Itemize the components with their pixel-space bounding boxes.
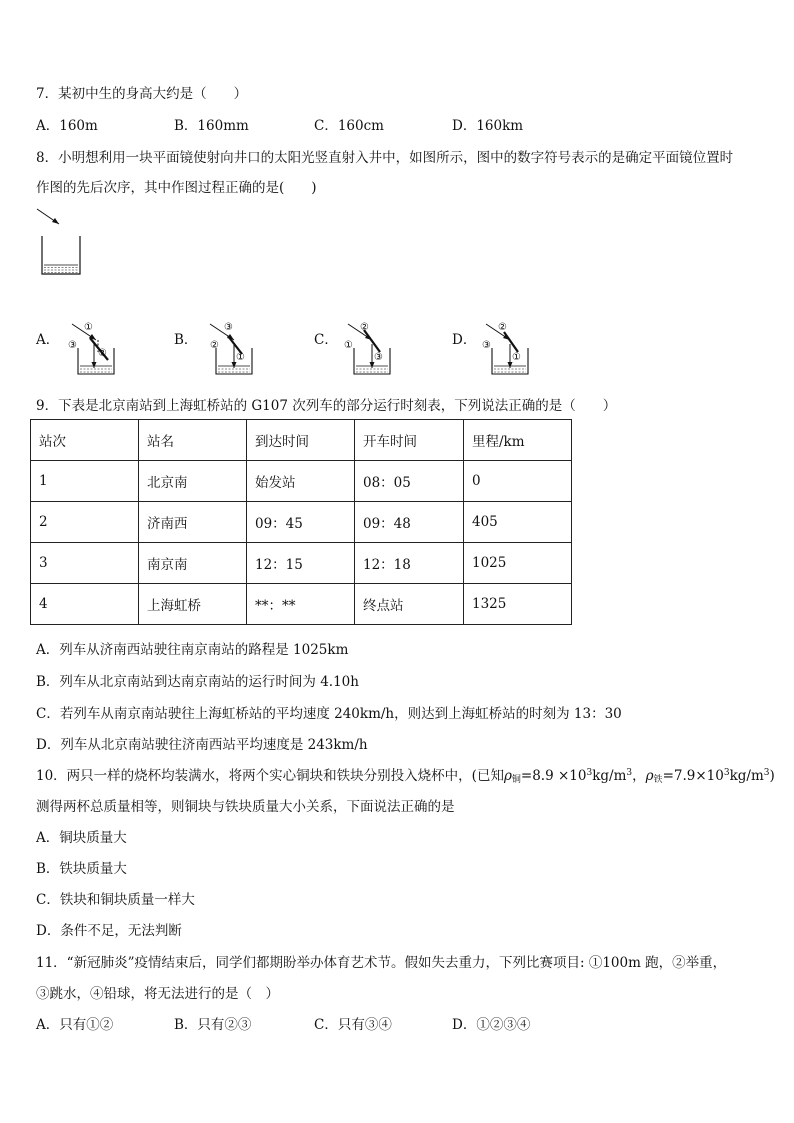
- q11-option-b: B．只有②③: [174, 1017, 252, 1033]
- q8-option-b-letter: B．: [174, 332, 198, 348]
- mark-label: ③: [374, 352, 383, 363]
- q8-stem-line1: 8．小明想利用一块平面镜使射向井口的太阳光竖直射入井中，如图所示，图中的数字符号表示的是确定平面镜位置时: [36, 150, 734, 166]
- q7-option-a: A．160m: [36, 118, 98, 134]
- q11-option-c: C．只有③④: [314, 1017, 392, 1033]
- copper-subscript: 铜: [511, 775, 521, 785]
- density-unit: kg/m: [729, 768, 764, 784]
- q9-option-c: C．若列车从南京南站驶往上海虹桥站的平均速度 240km/h，则达到上海虹桥站的时刻为 13：30: [36, 706, 622, 722]
- q7-option-d: D．160km: [452, 118, 524, 134]
- table-cell: 4: [31, 584, 139, 625]
- q10-stem-text: 10．两只一样的烧杯均装满水，将两个实心铜块和铁块分别投入烧杯中，(已知: [36, 768, 504, 784]
- table-header-cell: 站次: [31, 420, 139, 461]
- table-header-row: [31, 420, 572, 461]
- mark-label: ②: [498, 322, 507, 333]
- q7-option-b: B．160mm: [174, 118, 249, 134]
- q8-option-a-letter: A．: [36, 332, 60, 348]
- q8-option-d-letter: D．: [452, 332, 477, 348]
- well-figure: [30, 206, 90, 278]
- q10-option-b: B．铁块质量大: [36, 861, 127, 877]
- exponent: 3: [723, 768, 730, 778]
- table-cell: 南京南: [139, 543, 247, 584]
- q9-option-d: D．列车从北京南站驶往济南西站平均速度是 243km/h: [36, 737, 368, 753]
- table-cell: 济南西: [139, 502, 247, 543]
- close-paren: ): [769, 768, 775, 784]
- q10-stem-line1: [36, 764, 775, 785]
- q8-stem-line2: 作图的先后次序，其中作图过程正确的是( ): [36, 180, 317, 196]
- rho-symbol: ρ: [503, 768, 512, 784]
- table-row: [31, 502, 572, 543]
- mark-label: ①: [512, 352, 521, 363]
- iron-density: =7.9×10: [662, 768, 724, 784]
- q8-option-b-figure: [202, 318, 268, 378]
- table-header-cell: 到达时间: [247, 420, 355, 461]
- table-cell: 0: [464, 461, 572, 502]
- q7-stem: 7．某初中生的身高大约是（ ）: [36, 86, 248, 102]
- q11-option-a: A．只有①②: [36, 1017, 114, 1033]
- q8-option-c-letter: C．: [314, 332, 338, 348]
- q8-option-a-figure: [64, 318, 130, 378]
- rho-symbol: ρ: [645, 768, 654, 784]
- table-cell: 09：48: [355, 502, 464, 543]
- table-row: [31, 584, 572, 625]
- q9-option-a: A．列车从济南西站驶往南京南站的路程是 1025km: [36, 642, 349, 658]
- q7-option-c: C．160cm: [314, 118, 384, 134]
- q11-option-d: D．①②③④: [452, 1017, 531, 1033]
- separator: ，: [632, 768, 646, 784]
- table-row: [31, 543, 572, 584]
- table-cell: 始发站: [247, 461, 355, 502]
- table-cell: 3: [31, 543, 139, 584]
- q10-option-d: D．条件不足，无法判断: [36, 923, 182, 939]
- exponent: 3: [586, 768, 593, 778]
- mark-label: ②: [360, 322, 369, 333]
- q8-option-d-figure: [478, 318, 544, 378]
- iron-subscript: 铁: [653, 775, 663, 785]
- table-cell: 405: [464, 502, 572, 543]
- table-cell: 北京南: [139, 461, 247, 502]
- table-cell: 12：18: [355, 543, 464, 584]
- table-cell: 08：05: [355, 461, 464, 502]
- q10-option-a: A．铜块质量大: [36, 830, 127, 846]
- table-cell: 终点站: [355, 584, 464, 625]
- mark-label: ①: [236, 352, 245, 363]
- table-header-cell: 站名: [139, 420, 247, 461]
- table-header-cell: 里程/km: [464, 420, 572, 461]
- timetable: [30, 419, 572, 625]
- q8-option-c-figure: [340, 318, 406, 378]
- q11-stem-line1: 11．“新冠肺炎”疫情结束后，同学们都期盼举办体育艺术节。假如失去重力，下列比赛项目: ①100m 跑，②举重，: [36, 955, 727, 971]
- mark-label: ①: [84, 322, 93, 333]
- mark-label: ③: [68, 340, 77, 351]
- q11-stem-line2: ③跳水，④铅球，将无法进行的是（ ）: [36, 986, 279, 1002]
- table-cell: 1: [31, 461, 139, 502]
- q9-stem: 9．下表是北京南站到上海虹桥站的 G107 次列车的部分运行时刻表，下列说法正确的是（ ）: [36, 398, 617, 414]
- density-unit: kg/m: [592, 768, 627, 784]
- copper-density: =8.9 ×10: [520, 768, 587, 784]
- mark-label: ③: [224, 322, 233, 333]
- ray-arrowhead: [52, 218, 59, 224]
- mark-label: ③: [482, 340, 491, 351]
- well-outline: [42, 236, 80, 274]
- q9-option-b: B．列车从北京南站到达南京南站的运行时间为 4.10h: [36, 674, 359, 690]
- mark-label: ②: [210, 340, 219, 351]
- table-cell: 2: [31, 502, 139, 543]
- table-cell: 12：15: [247, 543, 355, 584]
- table-cell: 09：45: [247, 502, 355, 543]
- table-cell: 1025: [464, 543, 572, 584]
- q10-stem-line2: 测得两杯总质量相等，则铜块与铁块质量大小关系，下面说法正确的是: [36, 799, 455, 815]
- exponent: 3: [763, 768, 770, 778]
- mark-label: ②: [98, 348, 107, 359]
- table-cell: **：**: [247, 584, 355, 625]
- table-cell: 上海虹桥: [139, 584, 247, 625]
- mark-label: ①: [344, 340, 353, 351]
- exponent: 3: [626, 768, 633, 778]
- table-cell: 1325: [464, 584, 572, 625]
- q10-option-c: C．铁块和铜块质量一样大: [36, 892, 195, 908]
- table-row: [31, 461, 572, 502]
- table-header-cell: 开车时间: [355, 420, 464, 461]
